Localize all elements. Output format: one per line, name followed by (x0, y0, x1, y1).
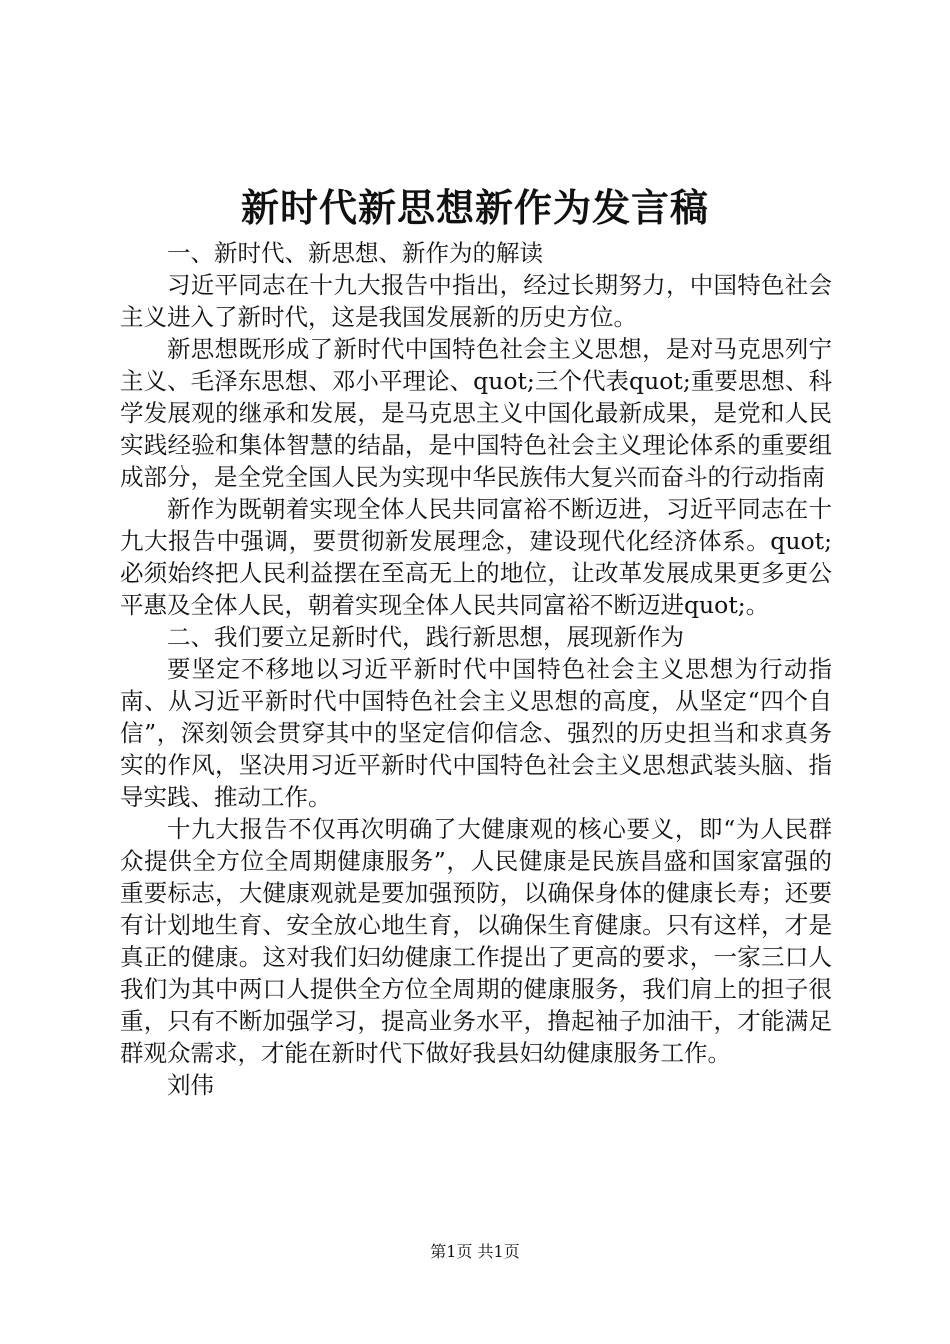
document-title: 新时代新思想新作为发言稿 (240, 185, 709, 230)
body-paragraph: 十九大报告不仅再次明确了大健康观的核心要义，即“为人民群众提供全方位全周期健康服务”，人民健康是民族昌盛和国家富强的重要标志，大健康观就是要加强预防，以确保身体的健康长寿；还要有计划地生育、安全放心地生育，以确保生育健康。只有这样，才是真正的健康。这对我们妇幼健康工作提出了更高的要求，一家三口人我们为其中两口人提供全方位全周期的健康服务，我们肩上的担子很重，只有不断加强学习，提高业务水平，撸起袖子加油干，才能满足群观众需求，才能在新时代下做好我县妇幼健康服务工作。 (120, 815, 832, 1067)
page-footer: 第1页 共1页 (430, 1242, 520, 1261)
section-heading-2: 二、我们要立足新时代，践行新思想，展现新作为 (167, 623, 684, 651)
section-heading-1: 一、新时代、新思想、新作为的解读 (167, 239, 543, 267)
author-signature: 刘伟 (167, 1071, 214, 1099)
body-paragraph: 习近平同志在十九大报告中指出，经过长期努力，中国特色社会主义进入了新时代，这是我国发展新的历史方位。 (120, 271, 832, 331)
body-paragraph: 新作为既朝着实现全体人民共同富裕不断迈进，习近平同志在十九大报告中强调，要贯彻新发展理念，建设现代化经济体系。quot;必须始终把人民利益摆在至高无上的地位，让改革发展成果更多更公平惠及全体人民，朝着实现全体人民共同富裕不断迈进quot;。 (120, 495, 832, 619)
body-paragraph: 新思想既形成了新时代中国特色社会主义思想，是对马克思列宁主义、毛泽东思想、邓小平理论、quot;三个代表quot;重要思想、科学发展观的继承和发展，是马克思主义中国化最新成果，是党和人民实践经验和集体智慧的结晶，是中国特色社会主义理论体系的重要组成部分，是全党全国人民为实现中华民族伟大复兴而奋斗的行动指南 (120, 335, 832, 491)
document-body (120, 237, 832, 1101)
body-paragraph: 要坚定不移地以习近平新时代中国特色社会主义思想为行动指南、从习近平新时代中国特色社会主义思想的高度，从坚定“四个自信”，深刻领会贯穿其中的坚定信仰信念、强烈的历史担当和求真务实的作风，坚决用习近平新时代中国特色社会主义思想武装头脑、指导实践、推动工作。 (120, 655, 832, 811)
